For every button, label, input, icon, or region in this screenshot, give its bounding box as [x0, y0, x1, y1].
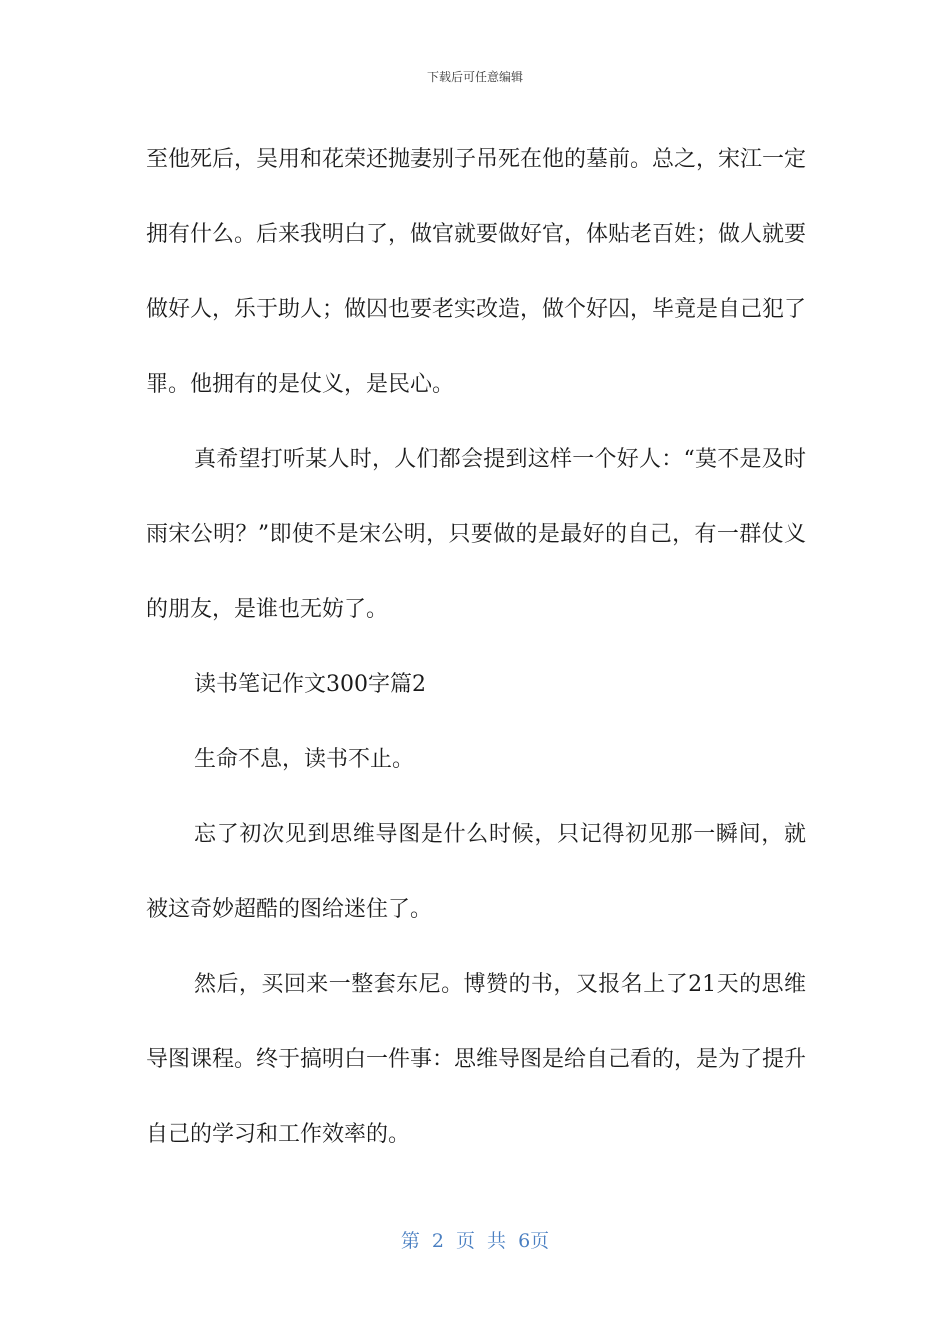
- paragraph: 生命不息，读书不止。: [194, 747, 415, 772]
- paragraph: 然后，买回来一整套东尼。博赞的书，又报名上了21天的思维导图课程。终于搞明白一件事：思维导图是给自己看的，是为了提升自己的学习和工作效率的。: [146, 972, 807, 1147]
- document-body: [146, 122, 806, 1172]
- section-heading: 读书笔记作文300字篇2: [194, 672, 426, 697]
- header-note: 下载后可任意编辑: [426, 70, 523, 84]
- paragraph: 真希望打听某人时，人们都会提到这样一个好人：“莫不是及时雨宋公明？”即使不是宋公明，只要做的是最好的自己，有一群仗义的朋友，是谁也无妨了。: [146, 447, 806, 622]
- paragraph-continued: 至他死后，吴用和花荣还抛妻别子吊死在他的墓前。总之，宋江一定拥有什么。后来我明白了，做官就要做好官，体贴老百姓；做人就要做好人，乐于助人；做囚也要老实改造，做个好囚，毕竟是自己犯了罪。他拥有的是仗义，是民心。: [146, 147, 807, 397]
- paragraph: 忘了初次见到思维导图是什么时候，只记得初见那一瞬间，就被这奇妙超酷的图给迷住了。: [146, 822, 806, 922]
- page-number: 第 2 页 共 6页: [400, 1230, 550, 1252]
